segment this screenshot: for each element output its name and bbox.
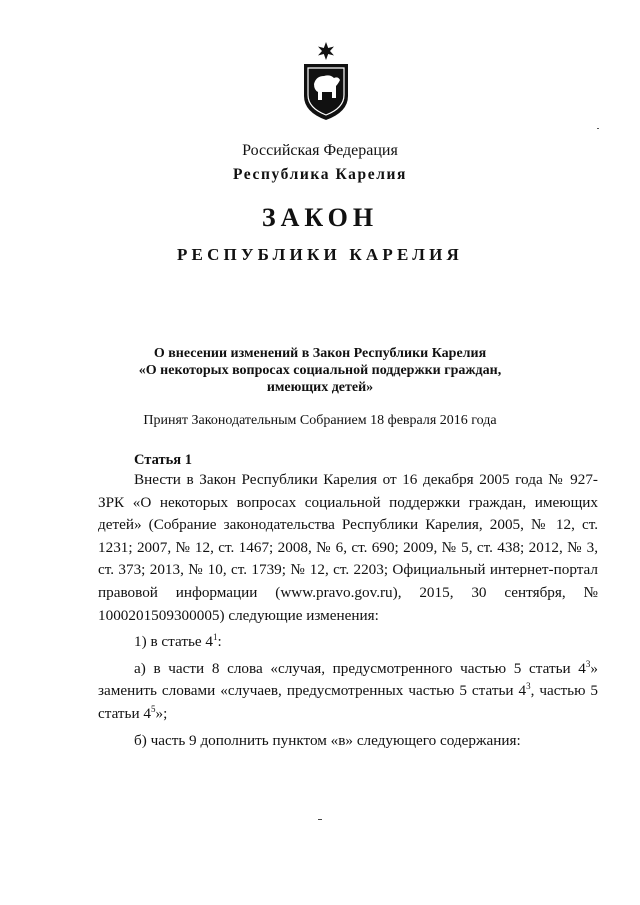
- article-paragraph: Внести в Закон Республики Карелия от 16 декабря 2005 года № 927-ЗРК «О некоторых вопросах социальной поддержки граждан, имеющих детей» (Собрание законодательства Республики Карелия, 2005, № 12, ст. 1231; 2007, № 12, ст. 1467; 2008, № 6, ст. 690; 2009, № 5, ст. 438; 2012, № 3, ст. 373; 2013, № 10, ст. 1739; № 12, ст. 2203; Официальный интернет-портал правовой информации (www.pravo.gov.ru), 2015, 30 сентября, № 1000201509300005) следующие изменения:: [98, 471, 598, 624]
- amendment-item-a: [98, 658, 598, 726]
- superscript: 3: [585, 658, 591, 669]
- law-title-line: «О некоторых вопросах социальной поддержки граждан,: [138, 363, 502, 378]
- law-title: [120, 345, 520, 396]
- article-body: [98, 469, 598, 752]
- law-title-line: О внесении изменений в Закон Республики Карелия: [153, 346, 487, 361]
- amendment-item-b: б) часть 9 дополнить пунктом «в» следующего содержания:: [134, 731, 521, 749]
- karelia-coat-of-arms-emblem: [300, 40, 352, 122]
- law-title-line: имеющих детей»: [266, 380, 374, 395]
- article-heading: Статья 1: [134, 452, 192, 468]
- superscript: 3: [526, 681, 531, 692]
- emblem-star: [318, 42, 334, 60]
- amendment-item-1: [98, 631, 598, 654]
- header-republic: Республика Карелия: [232, 166, 408, 183]
- item-text: , частью 5 статьи 4: [98, 682, 598, 722]
- item-text: »;: [155, 704, 168, 722]
- header-law: ЗАКОН: [261, 203, 379, 232]
- item-text: » заменить словами «случаев, предусмотренных частью 5 статьи 4: [98, 659, 598, 700]
- scan-speck: [597, 128, 599, 129]
- item-text: 1) в статье 4: [134, 633, 214, 651]
- superscript: 5: [151, 703, 156, 714]
- header-country: Российская Федерация: [242, 142, 398, 159]
- item-text: а) в части 8 слова «случая, предусмотренного частью 5 статьи 4: [134, 659, 586, 677]
- header-law-subtitle: РЕСПУБЛИКИ КАРЕЛИЯ: [176, 245, 464, 264]
- superscript: 1: [213, 632, 218, 643]
- scan-speck: [318, 819, 322, 820]
- adoption-note: Принят Законодательным Собранием 18 февраля 2016 года: [143, 413, 497, 428]
- item-text: :: [217, 633, 222, 651]
